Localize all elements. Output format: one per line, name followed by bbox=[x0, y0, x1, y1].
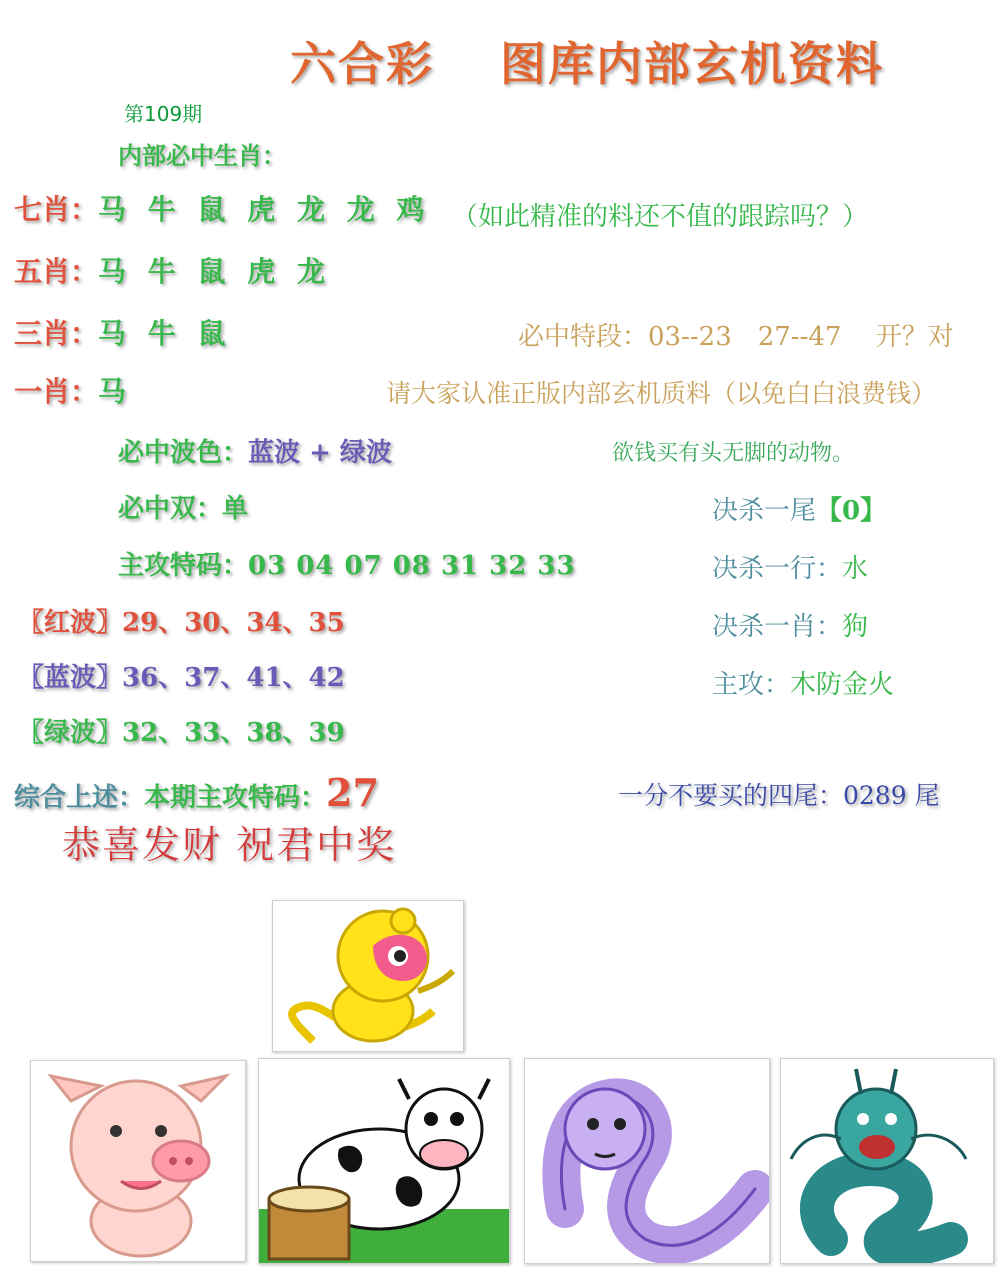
wave-green-label: 〖绿波〗 bbox=[18, 718, 123, 748]
wave-blue-value: 36、37、41、42 bbox=[122, 663, 345, 693]
summary-mid: 本期主攻特码： bbox=[144, 783, 327, 813]
special-pick bbox=[118, 545, 576, 582]
cow-icon bbox=[259, 1059, 509, 1263]
title-right: 图库内部玄机资料 bbox=[500, 37, 884, 91]
wave-blue bbox=[18, 657, 345, 694]
summary bbox=[14, 770, 379, 815]
zodiac-five-value: 马 牛 鼠 虎 龙 bbox=[98, 255, 332, 288]
kill-tail-label: 决杀一尾 bbox=[712, 496, 817, 526]
note-precise: （如此精准的料还不值的跟踪吗？） bbox=[452, 202, 869, 232]
summary-label: 综合上述： bbox=[14, 783, 145, 813]
cow-image bbox=[258, 1058, 510, 1264]
zodiac-three-label: 三肖： bbox=[14, 317, 99, 350]
pig-icon bbox=[31, 1061, 245, 1261]
wave-red-value: 29、30、34、35 bbox=[122, 608, 345, 638]
blessing: 恭喜发财 祝君中奖 bbox=[62, 823, 397, 867]
zodiac-seven-value: 马 牛 鼠 虎 龙 龙 鸡 bbox=[98, 193, 431, 226]
kill-tail bbox=[712, 490, 886, 527]
wave-red bbox=[18, 602, 345, 639]
kill-element bbox=[712, 548, 868, 585]
dragon-icon bbox=[781, 1059, 993, 1263]
zodiac-one-value: 马 bbox=[98, 375, 133, 408]
note-riddle: 欲钱买有头无脚的动物。 bbox=[612, 441, 855, 466]
kill-tail-value: 【0】 bbox=[816, 496, 887, 526]
monkey-image bbox=[272, 900, 464, 1052]
dragon-image bbox=[780, 1058, 994, 1264]
note-genuine: 请大家认准正版内部玄机质料（以免白白浪费钱） bbox=[386, 379, 937, 408]
snake-icon bbox=[525, 1059, 769, 1263]
zodiac-three bbox=[14, 312, 232, 352]
main-attack-label: 主攻： bbox=[712, 670, 791, 700]
zodiac-three-value: 马 牛 鼠 bbox=[98, 317, 232, 350]
kill-zodiac bbox=[712, 606, 868, 643]
zodiac-five bbox=[14, 250, 331, 290]
zodiac-seven-label: 七肖： bbox=[14, 193, 99, 226]
issue-number: 第109期 bbox=[124, 102, 203, 126]
special-pick-label: 主攻特码： bbox=[118, 551, 249, 581]
monkey-icon bbox=[273, 901, 463, 1051]
special-pick-value: 03 04 07 08 31 32 33 bbox=[248, 551, 576, 581]
wave-pick-value: 蓝波 + 绿波 bbox=[248, 438, 392, 468]
main-attack-value: 木防金火 bbox=[790, 670, 895, 700]
double-pick bbox=[118, 488, 248, 525]
summary-tails: 一分不要买的四尾：0289 尾 bbox=[618, 781, 940, 810]
wave-pick-label: 必中波色： bbox=[118, 438, 249, 468]
zodiac-seven bbox=[14, 188, 431, 228]
double-pick-label: 必中双： bbox=[118, 494, 223, 524]
kill-element-value: 水 bbox=[842, 554, 869, 584]
double-pick-value: 单 bbox=[222, 494, 249, 524]
wave-green bbox=[18, 712, 345, 749]
wave-blue-label: 〖蓝波〗 bbox=[18, 663, 123, 693]
zodiac-five-label: 五肖： bbox=[14, 255, 99, 288]
note-segment: 必中特段：03--23 27--47 开？对 bbox=[518, 322, 954, 352]
subtitle: 内部必中生肖： bbox=[118, 141, 286, 170]
title-left: 六合彩 bbox=[290, 37, 434, 91]
snake-image bbox=[524, 1058, 770, 1264]
pig-image bbox=[30, 1060, 246, 1262]
main-attack bbox=[712, 664, 894, 701]
zodiac-one bbox=[14, 370, 132, 410]
wave-red-label: 〖红波〗 bbox=[18, 608, 123, 638]
zodiac-one-label: 一肖： bbox=[14, 375, 99, 408]
kill-zodiac-value: 狗 bbox=[842, 612, 869, 642]
kill-element-label: 决杀一行： bbox=[712, 554, 843, 584]
wave-pick bbox=[118, 432, 392, 469]
wave-green-value: 32、33、38、39 bbox=[122, 718, 345, 748]
summary-number: 27 bbox=[326, 770, 379, 815]
kill-zodiac-label: 决杀一肖： bbox=[712, 612, 843, 642]
